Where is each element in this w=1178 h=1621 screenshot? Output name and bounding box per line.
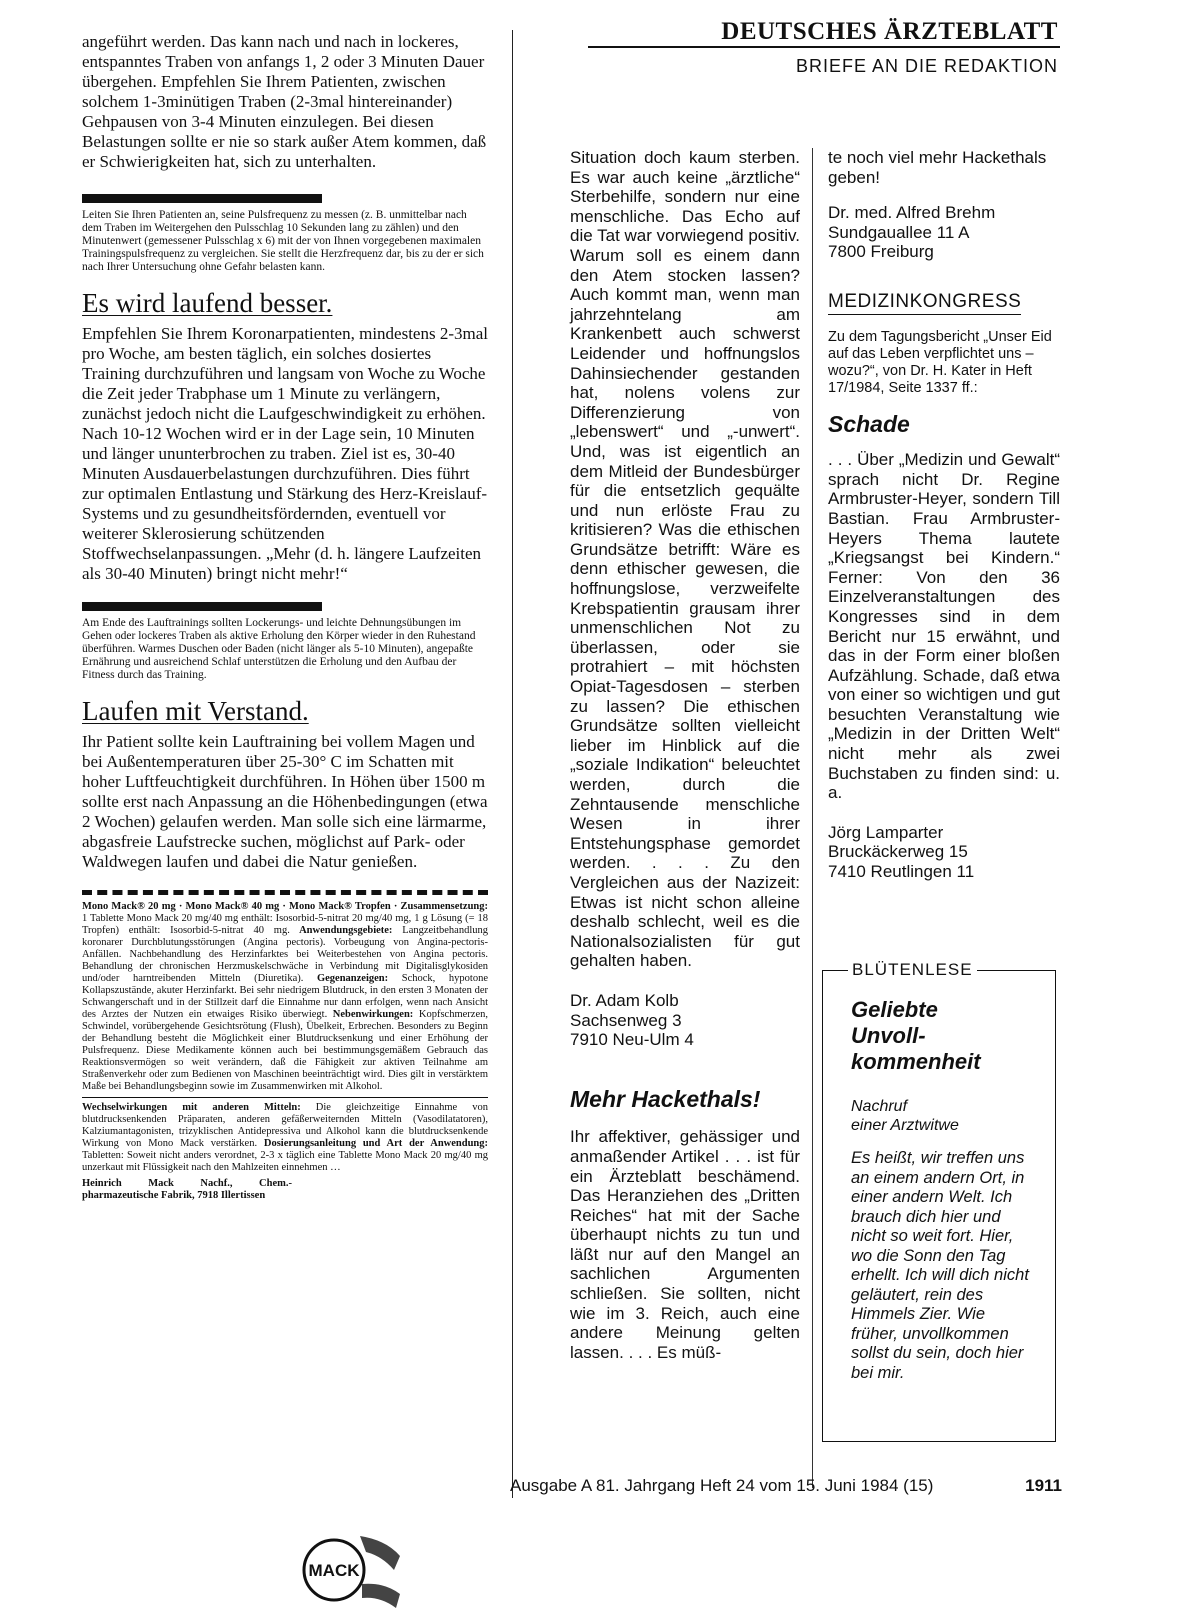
page-footer: [510, 1476, 1062, 1496]
ad-paragraph-2: Wechselwirkungen mit anderen Mitteln: Die gleichzeitige Einnahme von blutdrucksenkenden Präparaten, anderen gefäßerweiternden Mitteln (Vasodilatatoren), Kalziumantagonisten, trizyklischen Antidepressiva und Alkohol kann die blutdrucksenkende Wirkung von Mono Mack verstärken. Dosierungsanleitung und Art der Anwendung: Tabletten: Soweit nicht anders verordnet, 2-3 x täglich eine Tablette Mono Mack 20 mg/40 mg unzerkaut mit Flüssigkeit nach den Mahlzeiten einnehmen …: [82, 1102, 489, 1173]
page-number: 1911: [1025, 1476, 1062, 1495]
heading-laufen-mit-verstand: Laufen mit Verstand.: [82, 696, 309, 726]
ad-divider: [82, 890, 488, 895]
ad-company: Heinrich Mack Nachf., Chem.-pharmazeutische Fabrik, 7918 Illertissen: [82, 1178, 292, 1201]
header-rule: [588, 46, 1060, 48]
box-subtitle: Nachruf einer Arztwitwe: [851, 1098, 959, 1134]
signature-name: Dr. med. Alfred Brehm: [828, 203, 996, 223]
footer-edition: Ausgabe A 81. Jahrgang Heft 24 vom 15. Juni 1984 (15): [510, 1476, 934, 1495]
paragraph-training: Empfehlen Sie Ihrem Koronarpatienten, mindestens 2-3mal pro Woche, am besten täglich, ein solches dosiertes Training durchzuführen und langsam von Woche zu Woche die Zeit jeder Trabphase um 1 Minute zu verlängern, zunächst jedoch nicht die Laufgeschwindigkeit zu erhöhen. Nach 10-12 Wochen wird er in der Lage sein, 10 Minuten und länger ununterbrochen zu traben. Ziel ist es, 30-40 Minuten Ausdauerbelastungen durchzuführen. Dies führt zur optimalen Entlastung und Stärkung des Herz-Kreislauf-Systems und zu gesundheitsfördernden, eventuell vor weiterer Sklerosierung schützenden Stoffwechselanpassungen. „Mehr (d. h. längere Laufzeiten als 30-40 Minuten) bringt nicht mehr!“: [82, 324, 488, 583]
signature-kolb: [570, 991, 800, 1050]
note-pulse: Leiten Sie Ihren Patienten an, seine Pulsfrequenz zu messen (z. B. unmittelbar nach dem Traben im Weitergehen den Pulsschlag 10 Sekunden lang zu zählen) und den Minutenwert (gemessener Pulsschlag x 6) mit der von Ihnen vorgegebenen maximalen Trainingspulsfrequenz zu vergleichen. Sie stellt die Herzfrequenz dar, bis zu der er sich nach Ihrer Untersuchung ohne Gefahr belasten kann.: [82, 209, 484, 273]
box-content: [851, 997, 1031, 1383]
letter-brehm-text: Ihr affektiver, gehässiger und anmaßender Artikel . . . ist für ein Ärzteblatt beschämend. Das Heranziehen des „Dritten Reiches“ hat mit der Sache überhaupt nichts zu tun und läßt nur auf den Mangel an sachlichen Argumenten schließen. Sie sollten, nicht wie im 3. Reich, auch eine andere Meinung gelten lassen. . . . Es müß-: [570, 1127, 800, 1362]
signature-street: Bruckäckerweg 15: [828, 842, 968, 862]
section-title: BRIEFE AN DIE REDAKTION: [795, 56, 1058, 76]
heading-mehr-hackethals: Mehr Hackethals!: [570, 1085, 761, 1112]
note-cooldown: Am Ende des Lauftrainings sollten Lockerungs- und leichte Dehnungsübungen im Gehen oder lockeres Traben als aktive Erholung den Körper wieder in den Ruhestand überführen. Warmes Duschen oder Baden (nicht länger als 5-10 Minuten), angepaßte Ernährung und ausreichend Schlaf unterstützen die Erholung und den Aufbau der Fitness durch das Training.: [82, 617, 476, 681]
letters-column-3: [828, 148, 1060, 882]
journal-title: DEUTSCHES ÄRZTEBLATT: [721, 18, 1058, 45]
letters-column-2: [570, 148, 800, 1362]
box-title: Geliebte Unvoll- kommenheit: [851, 997, 981, 1074]
kongress-reference: Zu dem Tagungsbericht „Unser Eid auf das Leben verpflichtet uns – wozu?“, von Dr. H. Kater in Heft 17/1984, Seite 1337 ff.:: [828, 328, 1052, 396]
signature-street: Sachsenweg 3: [570, 1010, 682, 1030]
letter-lamparter-text: . . . Über „Medizin und Gewalt“ sprach nicht Dr. Regine Armbruster-Heyer, sondern Till Bastian. Frau Armbruster-Heyers Thema lautete „Kriegsangst bei Kindern.“ Ferner: Von den 36 Einzelveranstaltungen des Kongresses sind in dem Bericht nur 15 erwähnt, und das in der Form einer bloßen Aufzählung. Schade, daß etwa von einer so wichtigen und gut besuchten Veranstaltung wie „Medizin in der Dritten Welt“ nicht mehr als zwei Buchstaben zu finden sind: u. a.: [828, 450, 1060, 803]
heading-es-wird-laufend-besser: Es wird laufend besser.: [82, 288, 333, 318]
note-bar: [82, 194, 322, 203]
note-bar: [82, 602, 322, 611]
letter-kolb-text: Situation doch kaum sterben. Es war auch keine „ärztliche“ Sterbehilfe, sondern nur eine menschliche. Das Echo auf die Tat war vorwiegend positiv. Warum soll es einem dann den Atem stocken lassen? Auch kommt man, wenn man jahrzehntelang am Krankenbett auch schwerst Leidender und hoffnungslos Dahinsiechender gestanden hat, nolens volens zur Differenzierung von „lebenswert“ und „-unwert“. Und, was ist eigentlich an dem Mitleid der Bundesbürger für die entsetzlich gequälte und nun erlöste Frau zu kritisieren? Was die ethischen Grundsätze betrifft: Wäre es denn ethischer gewesen, die hoffnungslose, verzweifelte Krebspatientin grausam ihrer unmenschlichen Not zu überlassen, oder sie protrahiert – mit höchsten Opiat-Tagesdosen – sterben zu lassen? Die ethischen Grundsätze sollten vielleicht lieber im Hinblick auf die „soziale Indikation“ beleuchtet werden, durch die Zehntausende menschliche Wesen in ihrer Entstehungsphase gemordet werden. . . . Zu den Vergleichen aus der Nazizeit: Etwas ist nicht schon alleine deshalb schlecht, weil es die Nationalsozialisten für gut gehalten haben.: [570, 148, 800, 971]
paragraph-laufen: Ihr Patient sollte kein Lauftraining bei vollem Magen und bei Außentemperaturen über 25-30° C im Schatten mit hoher Luftfeuchtigkeit durchführen. In Höhen über 1500 m sollte erst nach Anpassung an die Höhenbedingungen (etwa 2 Wochen) gelaufen werden. Man solle sich eine lärmarme, abgasfreie Laufstrecke suchen, möglichst auf Park- oder Waldwegen laufen und dabei die Natur genießen.: [82, 732, 488, 871]
signature-street: Sundgauallee 11 A: [828, 222, 970, 242]
column-divider: [512, 30, 513, 1498]
mack-logo: [296, 1526, 406, 1612]
signature-name: Dr. Adam Kolb: [570, 990, 679, 1010]
left-column: [82, 32, 488, 1202]
column-rule: [812, 148, 813, 1488]
signature-city: 7800 Freiburg: [828, 242, 934, 262]
signature-brehm: [828, 203, 1060, 262]
signature-city: 7910 Neu-Ulm 4: [570, 1030, 694, 1050]
kicker-medizinkongress-wrap: [828, 292, 1060, 315]
signature-lamparter: [828, 823, 1060, 882]
box-poem: Es heißt, wir treffen uns an einem andern Ort, in einer andern Welt. Ich brauch dich hier und nicht so weit fort. Hier, wo die Sonn den Tag erhellt. Ich will dich nicht geläutert, rein des Himmels Zier. Wie früher, unvollkommen sollst du sein, doch hier bei mir.: [851, 1149, 1029, 1382]
svg-text:MACK: MACK: [308, 1561, 360, 1580]
bluetenlese-box: [822, 970, 1056, 1442]
kicker-medizinkongress: MEDIZINKONGRESS: [828, 292, 1021, 315]
ad-rule: [82, 1097, 488, 1098]
signature-city: 7410 Reutlingen 11: [828, 862, 975, 882]
signature-name: Jörg Lamparter: [828, 822, 944, 842]
heading-schade: Schade: [828, 410, 910, 437]
ad-paragraph-1: Mono Mack® 20 mg · Mono Mack® 40 mg · Mono Mack® Tropfen · Zusammensetzung: 1 Tablette Mono Mack 20 mg/40 mg enthält: Isosorbid-5-nitrat 20 mg/40 mg, 1 g Lösung (= 18 Tropfen) enthält: Isosorbid-5-nitrat 40 mg. Anwendungsgebiete: Langzeitbehandlung koronarer Durchblutungsstörungen (Angina pectoris). Vorbeugung von Angina-pectoris-Anfällen. Nachbehandlung des Herzinfarktes bei Weiterbestehen von Angina pectoris. Behandlung der chronischen Herzmuskelschwäche in Verbindung mit Digitalisglykosiden und/oder harntreibenden Mitteln (Diuretika). Gegenanzeigen: Schock, hypotone Kollapszustände, akuter Herzinfarkt. Bei sehr niedrigem Blutdruck, in den ersten 3 Monaten der Schwangerschaft und in der Stillzeit darf die Einnahme nur dann erfolgen, wenn nach Ansicht des Arztes der Nutzen ein etwaiges Risiko überwiegt. Nebenwirkungen: Kopfschmerzen, Schwindel, vorübergehende Gesichtsrötung (Flush), Übelkeit, Erbrechen. Besonders zu Beginn der Behandlung besteht die Möglichkeit einer Blutdrucksenkung und einer Erhöhung der Pulsfrequenz. Diese Medikamente können auch bei bestimmungsgemäßem Gebrauch das Reaktionsvermögen so weit verändern, daß die Fähigkeit zur aktiven Teilnahme am Straßenverkehr oder zum Bedienen von Maschinen beeinträchtigt wird. Dies gilt in verstärktem Maße bei Behandlungsbeginn sowie im Zusammenwirken mit Alkohol.: [82, 901, 488, 1092]
letter-brehm-cont: te noch viel mehr Hackethals geben!: [828, 148, 1047, 187]
pharma-ad: [82, 901, 488, 1202]
kicker-bluetenlese: BLÜTENLESE: [848, 960, 977, 980]
intro-paragraph: angeführt werden. Das kann nach und nach in lockeres, entspanntes Traben von anfangs 1, 2 oder 3 Minuten Dauer übergehen. Empfehlen Sie Ihrem Patienten, zwischen solchem 1-3minütigen Traben (2-3mal hintereinander) Gehpausen von 3-4 Minuten einzulegen. Bei diesen Belastungen sollte er nie so stark außer Atem kommen, daß er Schwierigkeiten hat, sich zu unterhalten.: [82, 32, 487, 171]
